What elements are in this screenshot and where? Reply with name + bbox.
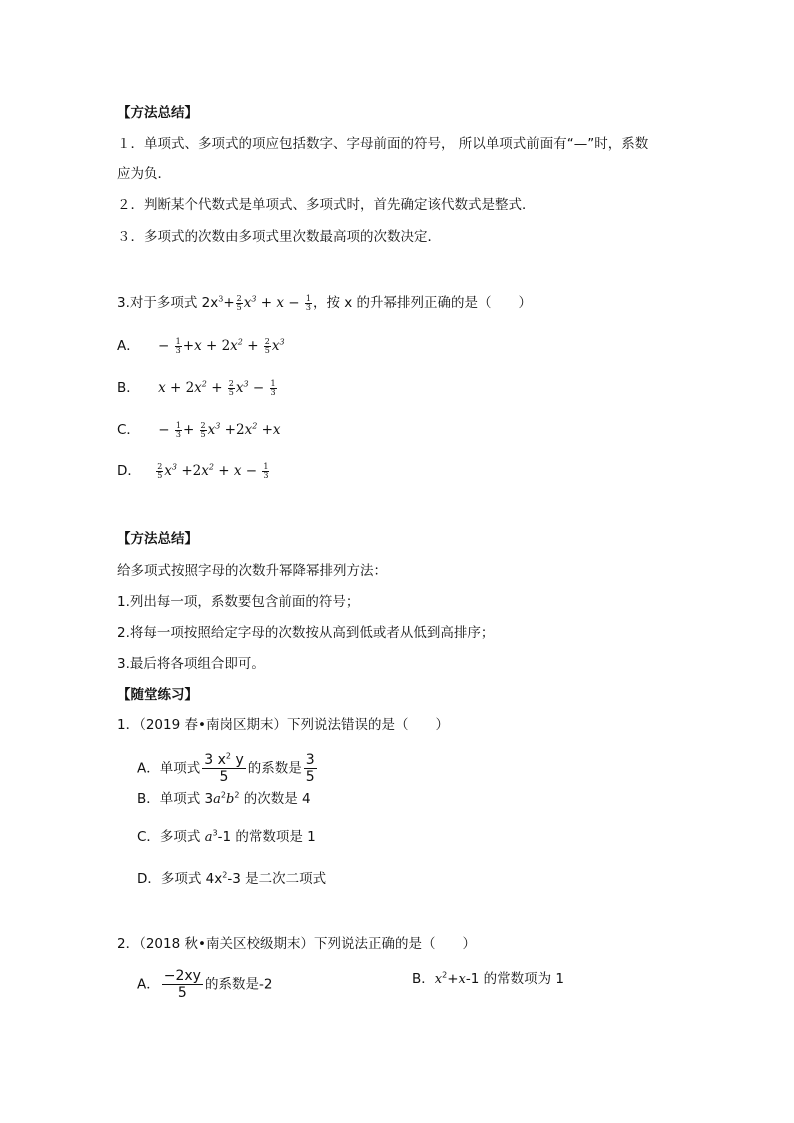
summary-step-3: 3.最后将各项组合即可。 [117,656,265,672]
practice-q2-stem: 2．（2018 秋•南关区校级期末）下列说法正确的是（ ） [117,936,476,952]
practice-q1-option-c[interactable]: C．多项式 $a^3-1$ 的常数项是 1 [137,828,316,845]
practice-q2-option-a[interactable]: A． $\frac{-2xy}{5}$ 的系数是-2 [137,968,273,1001]
summary-intro: 给多项式按照字母的次数升幂降幂排列方法： [117,563,387,579]
method-summary-heading-1: 【方法总结】 [117,105,198,121]
question-3-suffix: ，按 x 的升幂排列正确的是（ ） [312,295,533,311]
practice-q1-stem: 1．（2019 春•南岗区期末）下列说法错误的是（ ） [117,717,449,733]
summary-step-2: 2.将每一项按照给定字母的次数按从高到低或者从低到高排序； [117,625,495,641]
practice-q2-option-b[interactable]: B．$x^2+x-1$ 的常数项为 1 [412,970,564,987]
question-3-option-c[interactable]: C． − $\frac{1}{3}$ + $\frac{2}{5}$ $x^3 +2x^2 +x$ [117,421,281,439]
practice-q1-option-a[interactable]: A．单项式 $\frac{3 x^2 y}{5}$ 的系数是 $\frac{3}{5}$ [137,751,315,785]
summary-point-1-line-2: 应为负． [117,166,171,182]
summary-point-1-line-1: １．单项式、多项式的项应包括数字、字母前面的符号， 所以单项式前面有“—”时，系数 [117,136,649,152]
practice-q1-option-d[interactable]: D．多项式 $4x^2-3$ 是二次二项式 [137,870,327,887]
summary-step-1: 1.列出每一项，系数要包含前面的符号； [117,594,360,610]
question-3-option-b[interactable]: B． $x + 2x^2$ + $\frac{2}{5}$ $x^3$ − $\frac{1}{3}$ [117,379,276,397]
practice-heading: 【随堂练习】 [117,687,198,703]
summary-point-3: ３．多项式的次数由多项式里次数最高项的次数决定． [117,229,441,245]
question-3-prefix: 3.对于多项式 2x [117,295,219,311]
method-summary-heading-2: 【方法总结】 [117,531,198,547]
summary-point-2: ２．判断某个代数式是单项式、多项式时，首先确定该代数式是整式． [117,197,536,213]
question-3-stem: 3.对于多项式 $2x^3+$ $\frac{2}{5}$ $x^3 + x$ − $\frac{1}{3}$ ，按 x 的升幂排列正确的是（ ） [117,294,533,312]
question-3-option-d[interactable]: D． $\frac{2}{5}$ $x^3 +2x^2 + x$ − $\frac{1}{3}$ [117,462,269,480]
question-3-option-a[interactable]: A． − $\frac{1}{3}$ $+x + 2x^2$ + $\frac{2}{5}$ $x^3$ [117,337,285,355]
practice-q1-option-b[interactable]: B．单项式 $3a^2b^2$ 的次数是 4 [137,790,311,807]
